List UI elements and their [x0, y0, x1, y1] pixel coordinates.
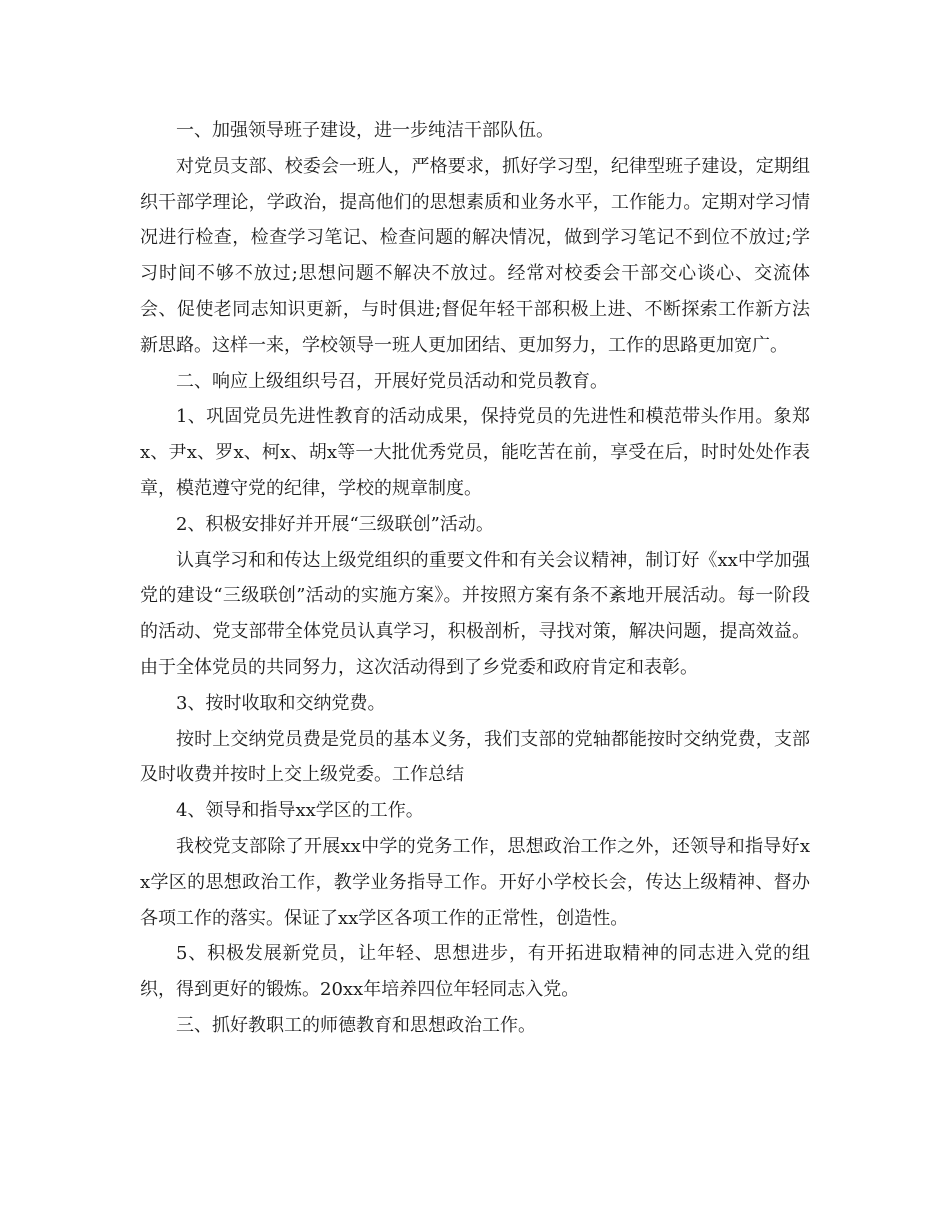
document-body — [140, 113, 810, 1044]
section-heading-3: 三、抓好教职工的师德教育和思想政治工作。 — [176, 1014, 536, 1036]
paragraph: 1、巩固党员先进性教育的活动成果，保持党员的先进性和模范带头作用。象郑x、尹x、罗x、柯x、胡x等一大批优秀党员，能吃苦在前，享受在后，时时处处作表章，模范遵守党的纪律，学校的规章制度。 — [140, 406, 810, 499]
paragraph: 我校党支部除了开展xx中学的党务工作，思想政治工作之外，还领导和指导好xx学区的思想政治工作，教学业务指导工作。开好小学校长会，传达上级精神、督办各项工作的落实。保证了xx学区各项工作的正常性，创造性。 — [140, 835, 810, 929]
subsection-heading: 4、领导和指导xx学区的工作。 — [176, 800, 424, 822]
paragraph: 按时上交纳党员费是党员的基本义务，我们支部的党轴都能按时交纳党费，支部及时收费并按时上交上级党委。工作总结 — [140, 728, 810, 786]
subsection-heading: 2、积极安排好并开展“三级联创”活动。 — [176, 513, 494, 535]
paragraph: 对党员支部、校委会一班人，严格要求，抓好学习型，纪律型班子建设，定期组织干部学理论，学政治，提高他们的思想素质和业务水平，工作能力。定期对学习情况进行检查，检查学习笔记、检查问题的解决情况，做到学习笔记不到位不放过;学习时间不够不放过;思想问题不解决不放过。经常对校委会干部交心谈心、交流体会、促使老同志知识更新，与时俱进;督促年轻干部积极上进、不断探索工作新方法新思路。这样一来，学校领导一班人更加团结、更加努力，工作的思路更加宽广。 — [140, 155, 810, 356]
section-heading-1: 一、加强领导班子建设，进一步纯洁干部队伍。 — [176, 120, 554, 141]
section-heading-2: 二、响应上级组织号召，开展好党员活动和党员教育。 — [176, 370, 608, 392]
paragraph: 5、积极发展新党员，让年轻、思想进步，有开拓进取精神的同志进入党的组织，得到更好的锻炼。20xx年培养四位年轻同志入党。 — [140, 943, 810, 1001]
paragraph: 认真学习和和传达上级党组织的重要文件和有关会议精神，制订好《xx中学加强党的建设“三级联创”活动的实施方案》。并按照方案有条不紊地开展活动。每一阶段的活动、党支部带全体党员认真学习，积极剖析，寻找对策，解决问题，提高效益。由于全体党员的共同努力，这次活动得到了乡党委和政府肯定和表彰。 — [140, 549, 810, 678]
subsection-heading: 3、按时收取和交纳党费。 — [176, 692, 386, 714]
